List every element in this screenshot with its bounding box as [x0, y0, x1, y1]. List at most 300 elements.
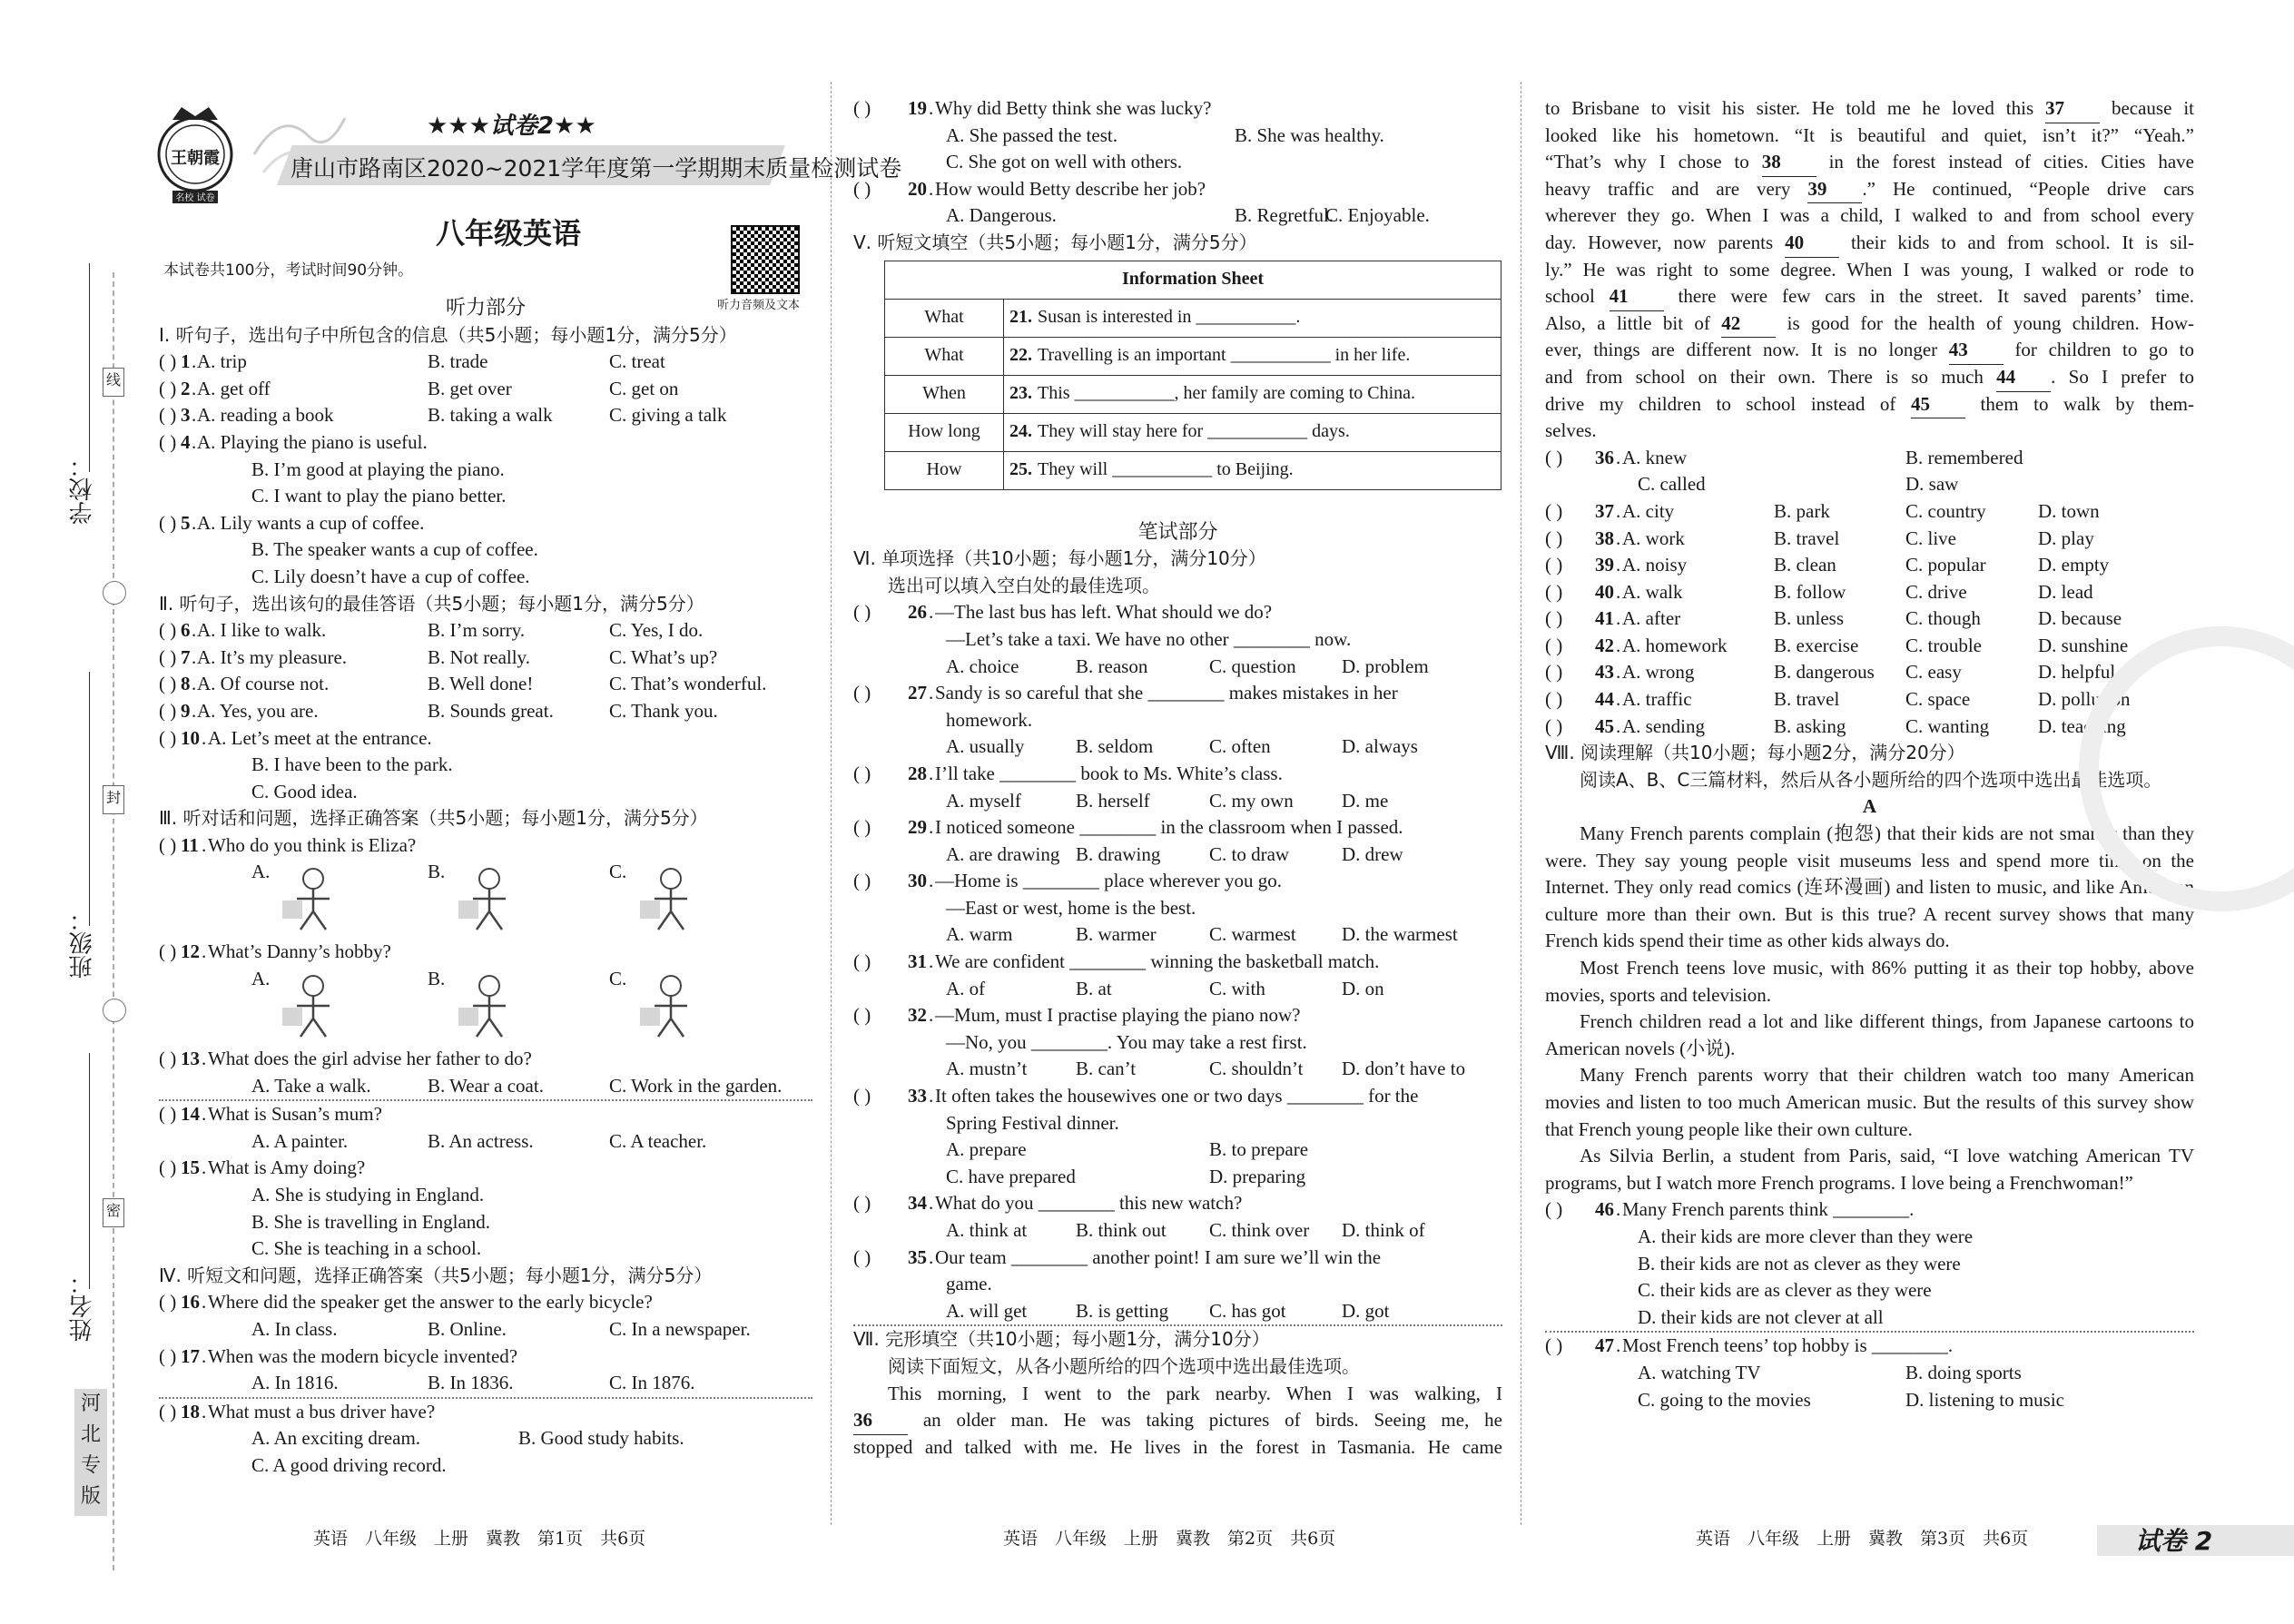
cloze-passage-line: [853, 1407, 1502, 1434]
option-text: C. going to the movies: [1638, 1388, 1811, 1411]
answer-bracket[interactable]: ( ): [159, 377, 177, 399]
option-text: C. A good driving record.: [251, 1453, 447, 1476]
option-b: B. get over: [428, 377, 512, 399]
question-number: 7: [181, 645, 191, 668]
option-c: B. to prepare: [1209, 1138, 1309, 1161]
question-dot: .: [202, 726, 207, 749]
option-c: C. treat: [609, 350, 665, 373]
text-line: [159, 1046, 812, 1073]
cloze-passage-line: [1545, 418, 2194, 445]
answer-bracket[interactable]: ( ): [159, 511, 177, 534]
question-number: 5: [181, 511, 191, 534]
option-c: C. giving a talk: [609, 404, 727, 427]
question-number: 41: [1595, 607, 1614, 630]
option-c: C. has got: [1209, 1299, 1286, 1322]
option-d: D. lead: [2038, 580, 2093, 603]
option-a: A. get off: [197, 377, 271, 399]
question-number: 3: [181, 404, 191, 427]
answer-bracket[interactable]: ( ): [853, 177, 871, 200]
option-a: Why did Betty think she was lucky?: [935, 97, 1212, 119]
piano-player-icon[interactable]: [277, 864, 350, 943]
answer-bracket[interactable]: ( ): [159, 1103, 177, 1126]
answer-bracket[interactable]: ( ): [1545, 688, 1563, 711]
cloze-text: .” He continued, “People drive cars: [1862, 177, 2194, 200]
text-line: [853, 1110, 1502, 1137]
option-text: C. their kids are as clever as they were: [1638, 1279, 1932, 1302]
cloze-text: . So I prefer to: [2051, 365, 2194, 388]
option-c: C. A teacher.: [609, 1129, 707, 1152]
question-number: 16: [181, 1291, 200, 1314]
question-dot: .: [929, 97, 934, 119]
qr-code-icon[interactable]: [731, 225, 800, 294]
option-a: A. after: [1622, 607, 1681, 630]
option-a: A. city: [1622, 499, 1675, 522]
text-line: [159, 536, 812, 564]
option-text: A. In 1816.: [251, 1372, 339, 1394]
answer-bracket[interactable]: ( ): [1545, 1334, 1563, 1357]
answer-bracket[interactable]: ( ): [853, 1192, 871, 1215]
cloze-blank-37[interactable]: 37: [2045, 95, 2100, 123]
text-line: [159, 1263, 812, 1290]
text-line: [853, 868, 1502, 895]
question-dot: .: [202, 1400, 207, 1422]
text-line: [159, 1343, 812, 1371]
section-heading: Ⅰ. 听句子，选出句子中所包含的信息（共5小题；每小题1分，满分5分）: [159, 323, 737, 346]
text-line: [159, 429, 812, 457]
name-field-line: [89, 1053, 90, 1289]
cloze-blank-44[interactable]: 44: [1996, 364, 2051, 392]
option-text: B. The speaker wants a cup of coffee.: [251, 538, 538, 561]
passage-paragraph: As Silvia Berlin, a student from Paris, said, “I love watching American TV programs, but I watch more French programs. I love being a Frenchwoman!”: [1545, 1145, 2194, 1194]
option-a: A. Let’s meet at the entrance.: [208, 726, 432, 749]
option-b: B. Regretful.: [1235, 204, 1334, 227]
class-field-label: 班级：: [69, 908, 96, 979]
cloze-text: looked like his hometown. “It is beautiful and quiet, isn’t it?” “Yeah.”: [1545, 123, 2194, 146]
option-text: A. She passed the test.: [946, 123, 1117, 146]
text-line: [853, 895, 1502, 922]
text-line: [1545, 579, 2194, 606]
option-b: B. travel: [1774, 527, 1840, 549]
option-a: A. work: [1622, 527, 1685, 549]
answer-bracket[interactable]: ( ): [853, 1245, 871, 1268]
blank-number: 25.: [1009, 459, 1032, 480]
text-line: [853, 1056, 1502, 1083]
option-a: A. walk: [1622, 580, 1683, 603]
dancing-girl-icon[interactable]: [453, 864, 526, 943]
edition-char: 版: [80, 1485, 101, 1508]
fishing-boy-icon[interactable]: [635, 971, 707, 1050]
binding-dashed-line: [113, 272, 114, 1570]
answer-bracket[interactable]: ( ): [853, 682, 871, 704]
row-key: How long: [885, 413, 1004, 451]
question-dot: .: [192, 645, 197, 668]
text-line: [853, 1029, 1502, 1057]
seal-mark: 封: [103, 785, 124, 814]
answer-bracket[interactable]: ( ): [1545, 499, 1563, 522]
skating-kids-icon[interactable]: [453, 971, 526, 1050]
answer-bracket[interactable]: ( ): [159, 1291, 177, 1314]
answer-bracket[interactable]: ( ): [159, 699, 177, 722]
blank-number: 23.: [1009, 383, 1032, 404]
question-number: 9: [181, 699, 191, 722]
option-a: A. reading a book: [197, 404, 334, 427]
information-sheet-table: [884, 261, 1501, 490]
brand-logo: [154, 100, 236, 218]
answer-bracket[interactable]: ( ): [853, 816, 871, 839]
question-number: 34: [908, 1192, 927, 1215]
section-heading: Ⅱ. 听句子，选出该句的最佳答语（共5小题；每小题1分，满分5分）: [159, 592, 704, 615]
page-footer-2: 英语 八年级 上册 冀教 第2页 共6页: [1003, 1529, 1336, 1549]
row-value[interactable]: [1004, 299, 1501, 337]
answer-bracket[interactable]: ( ): [159, 833, 177, 856]
question-dot: .: [1616, 554, 1621, 576]
question-dot: .: [192, 377, 197, 399]
option-c: D. preparing: [1209, 1165, 1306, 1187]
cloze-text: “That’s why I chose to: [1545, 151, 1762, 173]
cloze-text: Also, a little bit of: [1545, 311, 1722, 334]
answer-bracket[interactable]: ( ): [159, 1400, 177, 1422]
answer-bracket[interactable]: ( ): [159, 1048, 177, 1070]
question-dot: .: [929, 950, 934, 973]
cloze-text: because it: [2100, 97, 2195, 119]
question-number: 17: [181, 1344, 200, 1367]
option-text: A. will get: [946, 1299, 1028, 1322]
option-b: B. think out: [1076, 1219, 1167, 1241]
answer-bracket[interactable]: ( ): [159, 645, 177, 668]
answer-bracket[interactable]: ( ): [1545, 1198, 1563, 1221]
answer-bracket[interactable]: ( ): [1545, 634, 1563, 656]
text-line: [1545, 552, 2194, 579]
paper-badge: ★★★试卷2★★: [427, 113, 596, 140]
text-line: [853, 1326, 1502, 1353]
answer-bracket[interactable]: ( ): [159, 673, 177, 695]
binding-hole-icon: [103, 999, 126, 1022]
answer-bracket[interactable]: ( ): [159, 1156, 177, 1179]
text-line: [853, 599, 1502, 626]
text-line: [159, 752, 812, 779]
exam-title: 唐山市路南区2020~2021学年度第一学期期末质量检测试卷: [290, 155, 902, 182]
option-b: B. trade: [428, 350, 488, 373]
option-a: Our team ________ another point! I am sure we’ll win the: [935, 1245, 1382, 1268]
blank-sentence: They will stay here for ___________ days.: [1038, 421, 1350, 442]
blank-sentence: This ___________, her family are coming to China.: [1038, 383, 1416, 404]
option-c: C. wanting: [1905, 714, 1990, 737]
question-dot: .: [929, 682, 934, 704]
section-heading: Ⅲ. 听对话和问题，选择正确答案（共5小题；每小题1分，满分5分）: [159, 807, 708, 830]
cloze-text: and from school on their own. There is so much: [1545, 365, 1997, 388]
option-c: D. saw: [1905, 473, 1959, 496]
option-text: —No, you ________. You may take a rest first.: [946, 1030, 1307, 1053]
text-line: [853, 1137, 1502, 1164]
text-line: [159, 1155, 812, 1182]
option-a: —The last bus has left. What should we do?: [935, 601, 1273, 624]
option-c: C. popular: [1905, 554, 1986, 576]
option-b: B. She was healthy.: [1235, 123, 1384, 146]
text-line: [159, 1209, 812, 1236]
instruction: 阅读下面短文，从各小题所给的四个选项中选出最佳选项。: [888, 1354, 1360, 1377]
option-text: A. A painter.: [251, 1129, 349, 1152]
text-line: [159, 832, 812, 860]
option-b: B. reason: [1076, 655, 1148, 677]
option-text: A. are drawing: [946, 842, 1060, 865]
option-c: C. trouble: [1905, 634, 1982, 656]
answer-bracket[interactable]: ( ): [853, 97, 871, 119]
question-number: 18: [181, 1400, 200, 1422]
option-c: C. live: [1905, 527, 1956, 549]
option-d: D. think of: [1342, 1219, 1425, 1241]
question-dot: .: [192, 511, 197, 534]
option-text: A. think at: [946, 1219, 1028, 1241]
answer-bracket[interactable]: ( ): [853, 870, 871, 892]
question-number: 14: [181, 1103, 200, 1126]
picture-option-label: C.: [609, 861, 627, 883]
girl-clown-icon[interactable]: [635, 864, 707, 943]
text-line: [159, 645, 812, 672]
option-c: B. remembered: [1905, 446, 2023, 468]
option-a: A. Playing the piano is useful.: [197, 430, 428, 453]
page-footer-1: 英语 八年级 上册 冀教 第1页 共6页: [313, 1529, 646, 1549]
row-key: When: [885, 375, 1004, 413]
question-dot: .: [202, 1048, 207, 1070]
option-c: C. Enjoyable.: [1325, 204, 1430, 227]
option-text: A. usually: [946, 735, 1025, 758]
section-heading: Ⅴ. 听短文填空（共5小题；每小题1分，满分5分）: [853, 231, 1257, 253]
answer-bracket[interactable]: ( ): [159, 940, 177, 963]
text-line: [159, 457, 812, 484]
option-text: —Let’s take a taxi. We have no other ________ now.: [946, 627, 1352, 650]
text-line: [1545, 1277, 2194, 1304]
section-heading: Ⅷ. 阅读理解（共10小题；每小题2分，满分20分）: [1545, 742, 1965, 764]
question-number: 12: [181, 940, 200, 963]
answer-bracket[interactable]: ( ): [1545, 661, 1563, 684]
option-a: What must a bus driver have?: [208, 1400, 436, 1422]
text-line: [1545, 445, 2194, 472]
answer-bracket[interactable]: ( ): [159, 619, 177, 642]
option-a: —Mum, must I practise playing the piano now?: [935, 1004, 1301, 1027]
cloze-passage-line: [1545, 257, 2194, 284]
option-text: C. I want to play the piano better.: [251, 485, 507, 507]
question-dot: .: [192, 619, 197, 642]
row-key: How: [885, 451, 1004, 489]
option-d: D. helpful: [2038, 661, 2116, 684]
information-sheet-row: [885, 413, 1501, 451]
question-dot: .: [1616, 499, 1621, 522]
option-b: B. is getting: [1076, 1299, 1169, 1322]
question-number: 20: [908, 177, 927, 200]
text-line: [853, 1245, 1502, 1272]
edition-char: 北: [80, 1423, 101, 1446]
cloze-blank-38[interactable]: 38: [1762, 149, 1816, 177]
option-text: C. called: [1638, 473, 1706, 496]
cloze-blank-42[interactable]: 42: [1721, 310, 1776, 339]
answer-bracket[interactable]: ( ): [1545, 580, 1563, 603]
answer-bracket[interactable]: ( ): [853, 1085, 871, 1107]
question-dot: .: [202, 1291, 207, 1314]
cloze-blank-45[interactable]: 45: [1911, 391, 1965, 419]
text-line: [1545, 1360, 2194, 1387]
answer-bracket[interactable]: ( ): [1545, 714, 1563, 737]
answer-bracket[interactable]: ( ): [853, 601, 871, 624]
answer-bracket[interactable]: ( ): [159, 726, 177, 749]
option-text: C. She is teaching in a school.: [251, 1237, 482, 1260]
spacer: [853, 499, 1502, 519]
answer-bracket[interactable]: ( ): [1545, 607, 1563, 630]
option-a: We are confident ________ winning the basketball match.: [935, 950, 1380, 973]
text-line: [853, 1164, 1502, 1191]
option-text: B. I have been to the park.: [251, 753, 453, 776]
blank-sentence: They will ___________ to Beijing.: [1038, 459, 1294, 480]
answer-bracket[interactable]: ( ): [159, 350, 177, 373]
cloze-passage-line: [1545, 176, 2194, 203]
option-text: A. choice: [946, 655, 1019, 677]
text-line: [853, 733, 1502, 761]
answer-bracket[interactable]: ( ): [1545, 554, 1563, 576]
row-value[interactable]: [1004, 413, 1501, 451]
question-dot: .: [1616, 634, 1621, 656]
option-a: What is Susan’s mum?: [208, 1103, 382, 1126]
option-b: B. dangerous: [1774, 661, 1875, 684]
answer-bracket[interactable]: ( ): [853, 762, 871, 784]
answer-bracket[interactable]: ( ): [853, 1004, 871, 1027]
dense-mark: 密: [103, 1198, 124, 1227]
question-number: 35: [908, 1245, 927, 1268]
cloze-passage-line: [853, 1381, 1502, 1408]
page-footer-3: 英语 八年级 上册 冀教 第3页 共6页: [1696, 1529, 2029, 1549]
football-boy-icon[interactable]: [277, 971, 350, 1050]
option-a: How would Betty describe her job?: [935, 177, 1206, 200]
cloze-blank-36[interactable]: 36: [853, 1407, 908, 1435]
question-number: 26: [908, 601, 927, 624]
option-text: C. Good idea.: [251, 780, 358, 802]
cloze-text: school: [1545, 285, 1610, 308]
row-value[interactable]: [1004, 451, 1501, 489]
option-b: B. seldom: [1076, 735, 1154, 758]
text-line: [853, 814, 1502, 842]
question-number: 31: [908, 950, 927, 973]
text-line: [159, 725, 812, 753]
question-dot: .: [929, 1085, 934, 1107]
text-line: [159, 295, 812, 322]
text-line: [853, 842, 1502, 869]
text-line: [1545, 1224, 2194, 1251]
option-c: C. Thank you.: [609, 699, 718, 722]
option-a: A. sending: [1622, 714, 1705, 737]
question-dot: .: [1616, 607, 1621, 630]
part-heading: 笔试部分: [1137, 520, 1218, 544]
answer-bracket[interactable]: ( ): [159, 404, 177, 427]
cloze-text: to Brisbane to visit his sister. He told me he loved this: [1545, 97, 2046, 119]
information-sheet-row: [885, 299, 1501, 337]
text-line: [853, 1217, 1502, 1245]
option-text: A. Dangerous.: [946, 204, 1057, 227]
answer-bracket[interactable]: ( ): [159, 430, 177, 453]
question-dot: .: [929, 1004, 934, 1027]
answer-bracket[interactable]: ( ): [159, 1344, 177, 1367]
option-a: What does the girl advise her father to do?: [208, 1048, 532, 1070]
text-line: [159, 1316, 812, 1343]
text-line: [853, 1190, 1502, 1217]
row-key: What: [885, 299, 1004, 337]
information-sheet-title: Information Sheet: [885, 261, 1501, 299]
question-dot: .: [929, 816, 934, 839]
cloze-passage-line: [1545, 283, 2194, 310]
text-line: [159, 1182, 812, 1209]
answer-bracket[interactable]: ( ): [1545, 446, 1563, 468]
cloze-passage-line: [1545, 230, 2194, 257]
cloze-text: This morning, I went to the park nearby. When I was walking, I: [888, 1382, 1502, 1404]
option-text: A. mustn’t: [946, 1058, 1028, 1080]
row-value[interactable]: [1004, 337, 1501, 375]
answer-bracket[interactable]: ( ): [1545, 527, 1563, 549]
cloze-passage-line: [1545, 391, 2194, 418]
option-a: A. Lily wants a cup of coffee.: [197, 511, 425, 534]
text-line: [1545, 605, 2194, 633]
option-a: A. noisy: [1622, 554, 1688, 576]
option-b: B. Online.: [428, 1318, 507, 1340]
text-line: [159, 1289, 812, 1316]
row-value[interactable]: [1004, 375, 1501, 413]
column-divider: [831, 82, 832, 1525]
text-line: [853, 230, 1502, 257]
option-c: C. That’s wonderful.: [609, 673, 767, 695]
picture-option-label: B.: [428, 861, 446, 883]
passage-paragraph: Most French teens love music, with 86% putting it as their top hobby, above movies, sports and television.: [1545, 957, 2194, 1006]
option-text: —East or west, home is the best.: [946, 896, 1196, 919]
cloze-blank-41[interactable]: 41: [1610, 283, 1664, 311]
question-number: 39: [1595, 554, 1614, 576]
school-field-line: [89, 263, 90, 472]
question-dot: .: [192, 430, 197, 453]
part-heading: 听力部分: [445, 297, 526, 320]
text-line: [1545, 1196, 2194, 1224]
edition-label: [74, 1389, 107, 1516]
text-line: [853, 176, 1502, 203]
option-d: D. play: [2038, 527, 2094, 549]
question-dot: .: [929, 1192, 934, 1215]
option-d: D. teaching: [2038, 714, 2126, 737]
cloze-blank-39[interactable]: 39: [1807, 176, 1862, 204]
text-line: [853, 1271, 1502, 1298]
option-a: —Home is ________ place wherever you go.: [935, 870, 1282, 892]
passage-paragraph: French children read a lot and like different things, from Japanese cartoons to American novels (小说).: [1545, 1010, 2194, 1059]
question-dot: .: [929, 1245, 934, 1268]
question-dot: .: [202, 1103, 207, 1126]
text-line: [853, 519, 1502, 546]
text-line: [1545, 471, 2194, 498]
text-line: [159, 402, 812, 429]
text-line: [853, 546, 1502, 573]
text-line: [159, 564, 812, 591]
text-line: [853, 949, 1502, 976]
question-number: 36: [1595, 446, 1614, 468]
edition-char: 专: [80, 1454, 101, 1477]
cloze-blank-40[interactable]: 40: [1785, 230, 1839, 258]
row-key: What: [885, 337, 1004, 375]
text-line: [159, 591, 812, 618]
exam-note: 本试卷共100分，考试时间90分钟。: [163, 261, 414, 280]
option-b: B. unless: [1774, 607, 1845, 630]
text-line: [1545, 1333, 2194, 1360]
option-a: A. wrong: [1622, 661, 1695, 684]
option-c: B. doing sports: [1905, 1361, 2022, 1383]
answer-bracket[interactable]: ( ): [853, 950, 871, 973]
text-line: [853, 1353, 1502, 1381]
cloze-blank-43[interactable]: 43: [1949, 337, 2004, 365]
cloze-text: selves.: [1545, 419, 1597, 442]
option-a: What’s Danny’s hobby?: [208, 940, 391, 963]
option-a: Sandy is so careful that she ________ makes mistakes in her: [935, 682, 1398, 704]
question-dot: .: [1616, 1198, 1621, 1221]
